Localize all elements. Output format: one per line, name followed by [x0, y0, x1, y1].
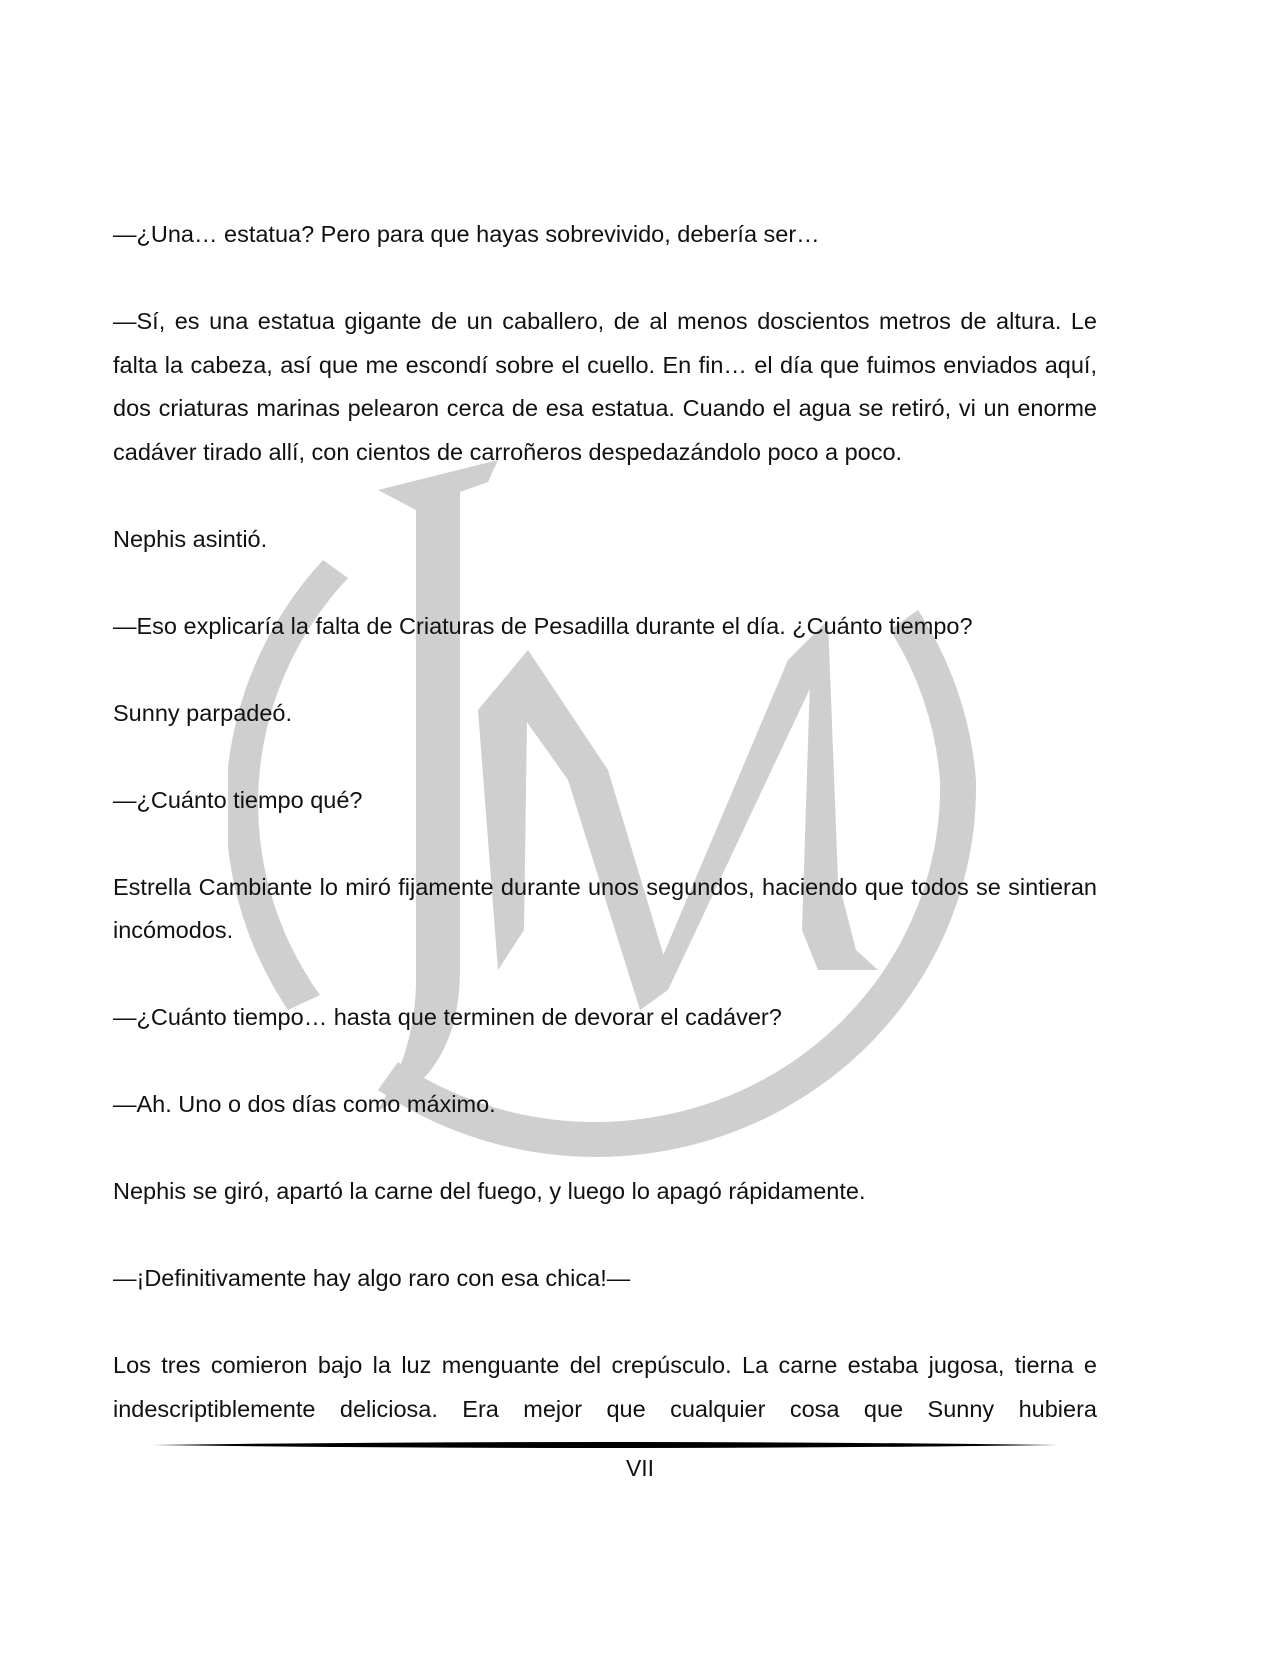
paragraph: Sunny parpadeó.	[113, 699, 293, 726]
paragraph: Los tres comieron bajo la luz menguante del crepúsculo. La carne estaba jugosa, tierna e indescriptiblemente deliciosa. Era mejor que cualquier cosa que Sunny hubiera	[113, 1352, 1097, 1422]
paragraph: Nephis asintió.	[113, 525, 268, 552]
body-text	[113, 213, 1097, 1475]
paragraph: —¿Cuánto tiempo… hasta que terminen de devorar el cadáver?	[113, 1004, 782, 1030]
paragraph: Estrella Cambiante lo miró fijamente durante unos segundos, haciendo que todos se sintieran incómodos.	[113, 873, 1097, 943]
paragraph: Nephis se giró, apartó la carne del fuego, y luego lo apagó rápidamente.	[113, 1178, 866, 1204]
paragraph: —¿Cuánto tiempo qué?	[113, 786, 363, 813]
paragraph: —Eso explicaría la falta de Criaturas de Pesadilla durante el día. ¿Cuánto tiempo?	[113, 612, 973, 639]
page-number: VII	[625, 1455, 655, 1481]
paragraph: —¡Definitivamente hay algo raro con esa chica!—	[113, 1265, 631, 1291]
paragraph: —Sí, es una estatua gigante de un caballero, de al menos doscientos metros de altura. Le falta la cabeza, así que me escondí sobre el cuello. En fin… el día que fuimos enviados aquí, dos criaturas marinas pelearon cerca de esa estatua. Cuando el agua se retiró, vi un enorme cadáver tirado allí, con cientos de carroñeros despedazándolo poco a poco.	[113, 308, 1097, 465]
paragraph: —Ah. Uno o dos días como máximo.	[113, 1091, 496, 1117]
paragraph: —¿Una… estatua? Pero para que hayas sobrevivido, debería ser…	[113, 221, 820, 247]
footer-divider	[153, 1441, 1057, 1449]
